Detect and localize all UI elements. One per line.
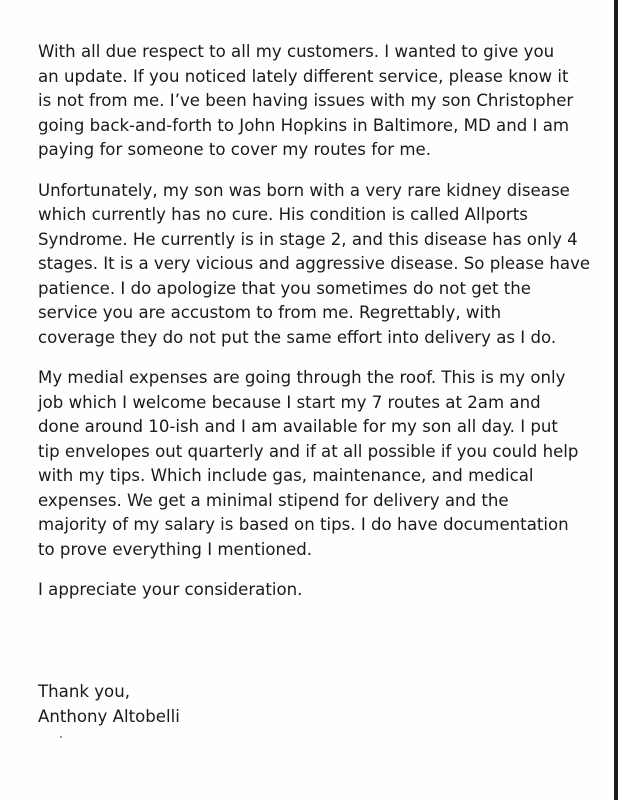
paragraph-line: My medial expenses are going through the roof. This is my only <box>38 368 566 387</box>
paragraph-line: Unfortunately, my son was born with a very rare kidney disease <box>38 180 570 200</box>
paragraph-line: with my tips. Which include gas, maintenance, and medical <box>38 466 534 485</box>
signature-name: Anthony Altobelli <box>38 706 180 726</box>
paragraph-line: majority of my salary is based on tips. I do have documentation <box>38 515 569 534</box>
paragraph-line: coverage they do not put the same effort into delivery as I do. <box>38 327 557 347</box>
paragraph-line: job which I welcome because I start my 7 routes at 2am and <box>38 392 541 412</box>
paragraph-line: to prove everything I mentioned. <box>38 539 313 559</box>
paragraph-line: With all due respect to all my customers. I wanted to give you <box>38 42 555 61</box>
letter-closing <box>38 680 180 729</box>
paragraph-line: paying for someone to cover my routes for me. <box>38 140 431 159</box>
paragraph-line: an update. If you noticed lately different service, please know it <box>38 66 569 86</box>
paragraph-line: going back-and-forth to John Hopkins in Baltimore, MD and I am <box>38 115 570 135</box>
paragraph-line: tip envelopes out quarterly and if at all possible if you could help <box>38 441 579 461</box>
letter-body <box>38 40 600 619</box>
paragraph-2 <box>38 179 600 351</box>
paragraph-line: Syndrome. He currently is in stage 2, and this disease has only 4 <box>38 229 578 249</box>
paragraph-line: which currently has no cure. His condition is called Allports <box>38 205 528 224</box>
paragraph-line: done around 10-ish and I am available for my son all day. I put <box>38 417 558 436</box>
paragraph-line: I appreciate your consideration. <box>38 580 303 599</box>
paragraph-4 <box>38 578 600 603</box>
paragraph-line: stages. It is a very vicious and aggressive disease. So please have <box>38 254 591 273</box>
paragraph-3 <box>38 366 600 562</box>
scan-edge <box>614 0 618 800</box>
paragraph-line: patience. I do apologize that you sometimes do not get the <box>38 278 531 298</box>
paragraph-line: service you are accustom to from me. Regrettably, with <box>38 303 502 322</box>
paragraph-1 <box>38 40 600 163</box>
closing-salutation: Thank you, <box>38 682 130 701</box>
paragraph-line: expenses. We get a minimal stipend for delivery and the <box>38 490 509 510</box>
paragraph-line: is not from me. I’ve been having issues with my son Christopher <box>38 91 574 110</box>
scan-speck <box>60 736 62 738</box>
